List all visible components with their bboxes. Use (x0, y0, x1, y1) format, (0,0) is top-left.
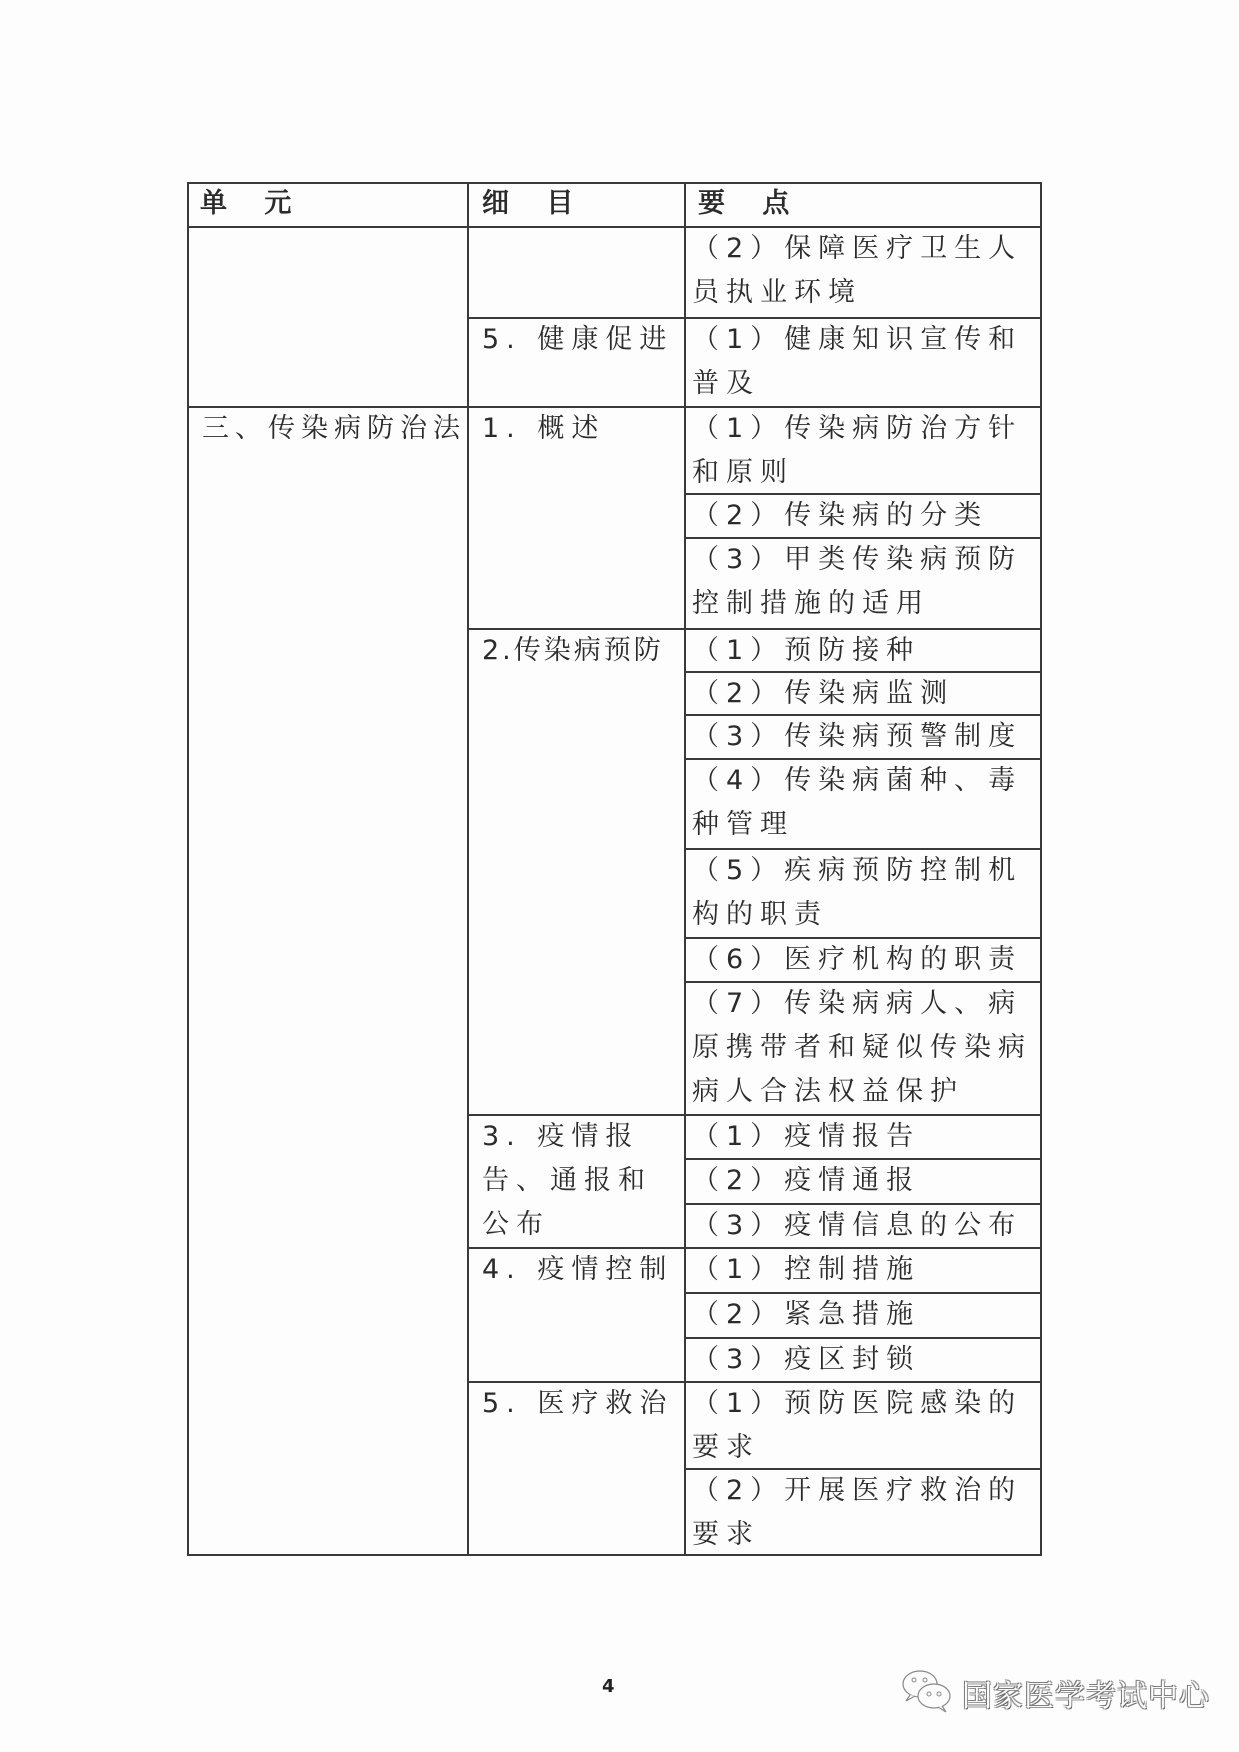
point-cell: （1）传染病防治方针和原则 (692, 413, 1023, 488)
column-divider-2 (684, 182, 686, 1556)
point-cell: （4）传染病菌种、毒种管理 (692, 765, 1023, 840)
item-cell: 4. 疫情控制 (482, 1254, 674, 1285)
point-cell: （6）医疗机构的职责 (692, 944, 1023, 975)
point-cell: （2）保障医疗卫生人员执业环境 (692, 233, 1023, 308)
point-cell: （3）疫情信息的公布 (692, 1210, 1023, 1241)
item-cell: 2.传染病预防 (482, 635, 664, 666)
point-cell: （5）疾病预防控制机构的职责 (692, 855, 1023, 930)
point-cell: （2）紧急措施 (692, 1299, 921, 1330)
wechat-icon (900, 1668, 954, 1718)
header-item: 细 目 (482, 188, 588, 219)
point-cell: （1）预防接种 (692, 635, 921, 666)
header-point: 要 点 (698, 188, 804, 219)
watermark-text: 国家医学考试中心 (962, 1679, 1210, 1714)
point-cell: （3）甲类传染病预防控制措施的适用 (692, 544, 1023, 619)
point-cell: （3）传染病预警制度 (692, 721, 1023, 752)
unit-cell: 三、传染病防治法 (202, 413, 466, 444)
point-cell: （2）传染病的分类 (692, 500, 989, 531)
watermark (900, 1668, 1210, 1718)
point-cell: （7）传染病病人、病原携带者和疑似传染病病人合法权益保护 (692, 988, 1032, 1107)
item-cell: 3. 疫情报告、通报和公布 (482, 1121, 652, 1240)
table-border-left (187, 182, 189, 1556)
column-divider-1 (467, 182, 469, 1556)
header-unit: 单 元 (200, 188, 306, 219)
point-cell: （2）疫情通报 (692, 1165, 921, 1196)
point-cell: （2）传染病监测 (692, 678, 955, 709)
point-cell: （1）控制措施 (692, 1254, 921, 1285)
point-cell: （2）开展医疗救治的要求 (692, 1475, 1023, 1550)
item-cell: 1. 概述 (482, 413, 606, 444)
point-cell: （1）预防医院感染的要求 (692, 1388, 1023, 1463)
item-cell: 5. 健康促进 (482, 324, 674, 355)
point-cell: （1）健康知识宣传和普及 (692, 324, 1023, 399)
point-cell: （1）疫情报告 (692, 1121, 921, 1152)
item-cell: 5. 医疗救治 (482, 1388, 674, 1419)
page-number: 4 (602, 1676, 615, 1697)
point-cell: （3）疫区封锁 (692, 1344, 921, 1375)
table-border-right (1040, 182, 1042, 1556)
